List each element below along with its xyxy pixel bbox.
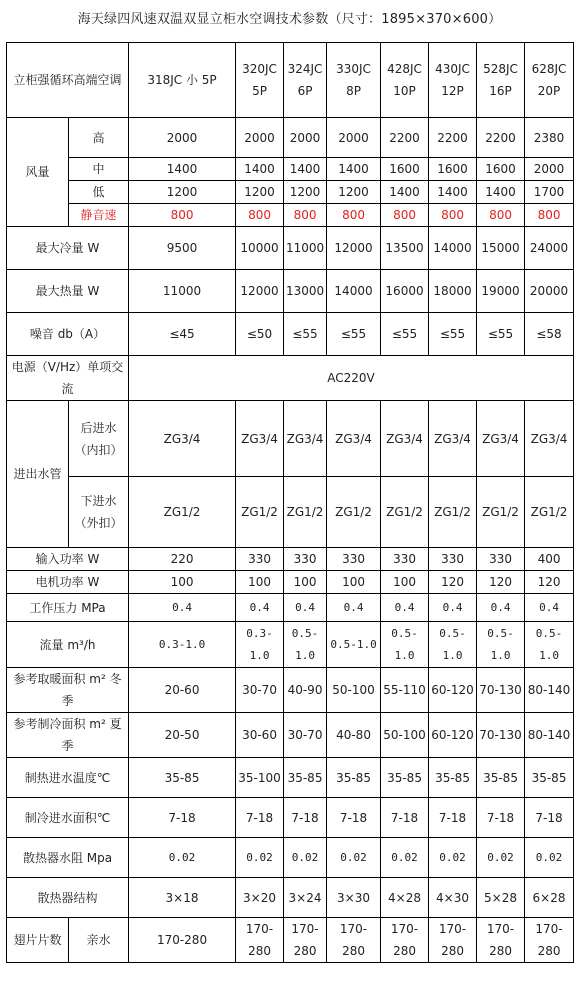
value-cell: 1400 (129, 158, 236, 181)
value-cell: 7-18 (525, 798, 574, 838)
value-cell: 170-280 (129, 918, 236, 963)
power-label: 电源（V/Hz）单项交流 (7, 356, 129, 401)
value-cell: ZG3/4 (327, 401, 381, 477)
speed-label: 中 (69, 158, 129, 181)
value-cell: 0.3-1.0 (129, 622, 236, 668)
value-cell: 0.02 (327, 838, 381, 878)
value-cell: 1600 (477, 158, 525, 181)
table-row (7, 548, 574, 571)
model-name: 430JC (435, 62, 470, 76)
value-cell: 9500 (129, 227, 236, 270)
speed-label: 低 (69, 181, 129, 204)
value-cell: 60-120 (429, 713, 477, 758)
model-header (477, 43, 525, 118)
value-cell: ZG1/2 (129, 477, 236, 548)
value-cell: 0.02 (381, 838, 429, 878)
fin-sub-label: 亲水 (69, 918, 129, 963)
value-cell: 1400 (284, 158, 327, 181)
table-row (7, 477, 574, 548)
value-cell: 6×28 (525, 878, 574, 918)
value-cell: ZG1/2 (236, 477, 284, 548)
value-cell: 330 (381, 548, 429, 571)
heat-area-label: 参考取暖面积 m² 冬季 (7, 668, 129, 713)
value-cell: 330 (477, 548, 525, 571)
value-cell: 0.5-1.0 (284, 622, 327, 668)
value-cell: 20-60 (129, 668, 236, 713)
value-cell: ≤55 (381, 313, 429, 356)
value-cell: 0.4 (129, 594, 236, 622)
value-cell: ≤55 (477, 313, 525, 356)
value-cell: 12000 (327, 227, 381, 270)
speed-label: 静音速 (69, 204, 129, 227)
value-cell: 170-280 (327, 918, 381, 963)
value-cell: 30-70 (236, 668, 284, 713)
value-cell: 1600 (429, 158, 477, 181)
pressure-label: 工作压力 MPa (7, 594, 129, 622)
table-row (7, 270, 574, 313)
bottom-inlet-label: 下进水（外扣） (69, 477, 129, 548)
table-row (7, 622, 574, 668)
value-cell: ZG3/4 (236, 401, 284, 477)
value-cell: 0.02 (429, 838, 477, 878)
value-cell: 15000 (477, 227, 525, 270)
value-cell: 120 (429, 571, 477, 594)
table-row (7, 758, 574, 798)
value-cell: 1700 (525, 181, 574, 204)
value-cell: 40-90 (284, 668, 327, 713)
cool-area-label: 参考制冷面积 m² 夏季 (7, 713, 129, 758)
table-row (7, 313, 574, 356)
value-cell: 18000 (429, 270, 477, 313)
value-cell: 7-18 (236, 798, 284, 838)
value-cell: 35-85 (327, 758, 381, 798)
model-header (327, 43, 381, 118)
value-cell: 7-18 (429, 798, 477, 838)
value-cell: 30-70 (284, 713, 327, 758)
model-header (129, 43, 236, 118)
model-header (284, 43, 327, 118)
value-cell: 12000 (236, 270, 284, 313)
value-cell: 170-280 (477, 918, 525, 963)
value-cell: 13000 (284, 270, 327, 313)
value-cell: 100 (284, 571, 327, 594)
fin-label: 翅片片数 (7, 918, 69, 963)
value-cell: 170-280 (525, 918, 574, 963)
value-cell: 0.4 (429, 594, 477, 622)
speed-label: 高 (69, 118, 129, 158)
value-cell: 2200 (381, 118, 429, 158)
value-cell: ≤45 (129, 313, 236, 356)
model-power: 5P (252, 84, 267, 98)
value-cell: ZG1/2 (284, 477, 327, 548)
value-cell: 170-280 (381, 918, 429, 963)
value-cell: 4×28 (381, 878, 429, 918)
value-cell: 16000 (381, 270, 429, 313)
value-cell: 2000 (236, 118, 284, 158)
value-cell: 35-85 (477, 758, 525, 798)
value-cell: 70-130 (477, 668, 525, 713)
resistance-label: 散热器水阻 Mpa (7, 838, 129, 878)
value-cell: 1200 (327, 181, 381, 204)
model-power: 12P (441, 84, 464, 98)
model-power: 10P (393, 84, 416, 98)
value-cell: 14000 (327, 270, 381, 313)
value-cell: 800 (129, 204, 236, 227)
value-cell: 0.4 (236, 594, 284, 622)
max-heat-label: 最大热量 W (7, 270, 129, 313)
value-cell: ZG1/2 (381, 477, 429, 548)
value-cell: ≤58 (525, 313, 574, 356)
value-cell: 0.02 (129, 838, 236, 878)
value-cell: 1600 (381, 158, 429, 181)
value-cell: 3×18 (129, 878, 236, 918)
value-cell: 35-85 (525, 758, 574, 798)
table-row (7, 838, 574, 878)
value-cell: 0.4 (525, 594, 574, 622)
heat-temp-label: 制热进水温度℃ (7, 758, 129, 798)
noise-label: 噪音 db（A） (7, 313, 129, 356)
table-row (7, 798, 574, 838)
value-cell: 100 (327, 571, 381, 594)
value-cell: 5×28 (477, 878, 525, 918)
value-cell: 35-85 (129, 758, 236, 798)
value-cell: 0.4 (477, 594, 525, 622)
value-cell: 170-280 (284, 918, 327, 963)
table-row (7, 401, 574, 477)
value-cell: ZG3/4 (429, 401, 477, 477)
value-cell: 2000 (129, 118, 236, 158)
value-cell: ZG1/2 (525, 477, 574, 548)
table-row (7, 668, 574, 713)
value-cell: 1400 (327, 158, 381, 181)
value-cell: 1200 (284, 181, 327, 204)
value-cell: 4×30 (429, 878, 477, 918)
value-cell: ≤55 (429, 313, 477, 356)
value-cell: 60-120 (429, 668, 477, 713)
value-cell: 800 (284, 204, 327, 227)
value-cell: 0.02 (477, 838, 525, 878)
value-cell: 0.3-1.0 (236, 622, 284, 668)
model-header (429, 43, 477, 118)
value-cell: 330 (284, 548, 327, 571)
pipes-label: 进出水管 (7, 401, 69, 548)
value-cell: 0.5-1.0 (477, 622, 525, 668)
flow-label: 流量 m³/h (7, 622, 129, 668)
value-cell: 0.4 (284, 594, 327, 622)
value-cell: 2380 (525, 118, 574, 158)
value-cell: 120 (525, 571, 574, 594)
value-cell: 170-280 (236, 918, 284, 963)
value-cell: 24000 (525, 227, 574, 270)
table-row (7, 227, 574, 270)
structure-label: 散热器结构 (7, 878, 129, 918)
motor-power-label: 电机功率 W (7, 571, 129, 594)
value-cell: 1400 (236, 158, 284, 181)
value-cell: 7-18 (327, 798, 381, 838)
table-row (7, 181, 574, 204)
value-cell: 330 (236, 548, 284, 571)
model-power: 8P (346, 84, 361, 98)
value-cell: 220 (129, 548, 236, 571)
value-cell: 800 (477, 204, 525, 227)
table-row (7, 356, 574, 401)
value-cell: 330 (327, 548, 381, 571)
value-cell: 55-110 (381, 668, 429, 713)
value-cell: 100 (381, 571, 429, 594)
value-cell: 20-50 (129, 713, 236, 758)
value-cell: 800 (525, 204, 574, 227)
value-cell: ≤55 (284, 313, 327, 356)
value-cell: 330 (429, 548, 477, 571)
table-row (7, 878, 574, 918)
value-cell: 2200 (429, 118, 477, 158)
value-cell: 170-280 (429, 918, 477, 963)
value-cell: 7-18 (381, 798, 429, 838)
value-cell: 40-80 (327, 713, 381, 758)
value-cell: 120 (477, 571, 525, 594)
value-cell: ZG1/2 (429, 477, 477, 548)
cool-temp-label: 制冷进水面积℃ (7, 798, 129, 838)
value-cell: ZG3/4 (525, 401, 574, 477)
model-header (525, 43, 574, 118)
value-cell: 11000 (284, 227, 327, 270)
value-cell: ZG3/4 (284, 401, 327, 477)
value-cell: 1200 (236, 181, 284, 204)
value-cell: ZG1/2 (327, 477, 381, 548)
max-cool-label: 最大冷量 W (7, 227, 129, 270)
model-name: 318JC 小 5P (147, 73, 217, 87)
model-name: 628JC (531, 62, 567, 76)
value-cell: 400 (525, 548, 574, 571)
value-cell: 35-85 (381, 758, 429, 798)
model-power: 20P (537, 84, 561, 98)
value-cell: 0.4 (381, 594, 429, 622)
value-cell: 2000 (327, 118, 381, 158)
table-row (7, 204, 574, 227)
table-row (7, 713, 574, 758)
value-cell: 19000 (477, 270, 525, 313)
power-value: AC220V (129, 356, 574, 401)
value-cell: 0.02 (525, 838, 574, 878)
model-name: 528JC (483, 62, 518, 76)
value-cell: 13500 (381, 227, 429, 270)
value-cell: 2200 (477, 118, 525, 158)
value-cell: 3×24 (284, 878, 327, 918)
spec-table (6, 42, 574, 963)
value-cell: 1200 (129, 181, 236, 204)
value-cell: 800 (381, 204, 429, 227)
value-cell: 0.02 (284, 838, 327, 878)
value-cell: 80-140 (525, 713, 574, 758)
value-cell: 7-18 (129, 798, 236, 838)
value-cell: 0.5-1.0 (429, 622, 477, 668)
model-name: 428JC (387, 62, 422, 76)
value-cell: 35-100 (236, 758, 284, 798)
table-row (7, 594, 574, 622)
table-row (7, 571, 574, 594)
value-cell: 100 (129, 571, 236, 594)
value-cell: 50-100 (327, 668, 381, 713)
value-cell: 50-100 (381, 713, 429, 758)
value-cell: 1400 (381, 181, 429, 204)
value-cell: 2000 (525, 158, 574, 181)
value-cell: 7-18 (477, 798, 525, 838)
model-name: 320JC (242, 62, 277, 76)
value-cell: 2000 (284, 118, 327, 158)
value-cell: 35-85 (429, 758, 477, 798)
value-cell: ZG3/4 (129, 401, 236, 477)
rear-inlet-label: 后进水（内扣） (69, 401, 129, 477)
value-cell: 1400 (429, 181, 477, 204)
value-cell: 80-140 (525, 668, 574, 713)
model-power: 16P (489, 84, 512, 98)
value-cell: ≤50 (236, 313, 284, 356)
model-header (381, 43, 429, 118)
value-cell: ZG1/2 (477, 477, 525, 548)
value-cell: 100 (236, 571, 284, 594)
value-cell: 0.4 (327, 594, 381, 622)
model-power: 6P (297, 84, 313, 98)
value-cell: 800 (236, 204, 284, 227)
value-cell: 0.5-1.0 (381, 622, 429, 668)
model-name: 324JC (287, 62, 323, 76)
value-cell: 11000 (129, 270, 236, 313)
value-cell: 20000 (525, 270, 574, 313)
value-cell: 0.02 (236, 838, 284, 878)
value-cell: 70-130 (477, 713, 525, 758)
value-cell: 1400 (477, 181, 525, 204)
table-row (7, 43, 574, 118)
table-row (7, 918, 574, 963)
value-cell: 800 (327, 204, 381, 227)
value-cell: ZG3/4 (477, 401, 525, 477)
value-cell: 35-85 (284, 758, 327, 798)
value-cell: 800 (429, 204, 477, 227)
value-cell: 14000 (429, 227, 477, 270)
model-name: 330JC (336, 62, 371, 76)
value-cell: ≤55 (327, 313, 381, 356)
header-label: 立柜强循环高端空调 (7, 43, 129, 118)
value-cell: 0.5-1.0 (525, 622, 574, 668)
airflow-label: 风量 (7, 118, 69, 227)
table-row (7, 158, 574, 181)
value-cell: 30-60 (236, 713, 284, 758)
value-cell: 7-18 (284, 798, 327, 838)
value-cell: 10000 (236, 227, 284, 270)
value-cell: 3×20 (236, 878, 284, 918)
model-header (236, 43, 284, 118)
value-cell: ZG3/4 (381, 401, 429, 477)
value-cell: 0.5-1.0 (327, 622, 381, 668)
table-row (7, 118, 574, 158)
input-power-label: 输入功率 W (7, 548, 129, 571)
value-cell: 3×30 (327, 878, 381, 918)
page-title: 海天绿四风速双温双显立柜水空调技术参数（尺寸：1895×370×600） (77, 12, 502, 27)
